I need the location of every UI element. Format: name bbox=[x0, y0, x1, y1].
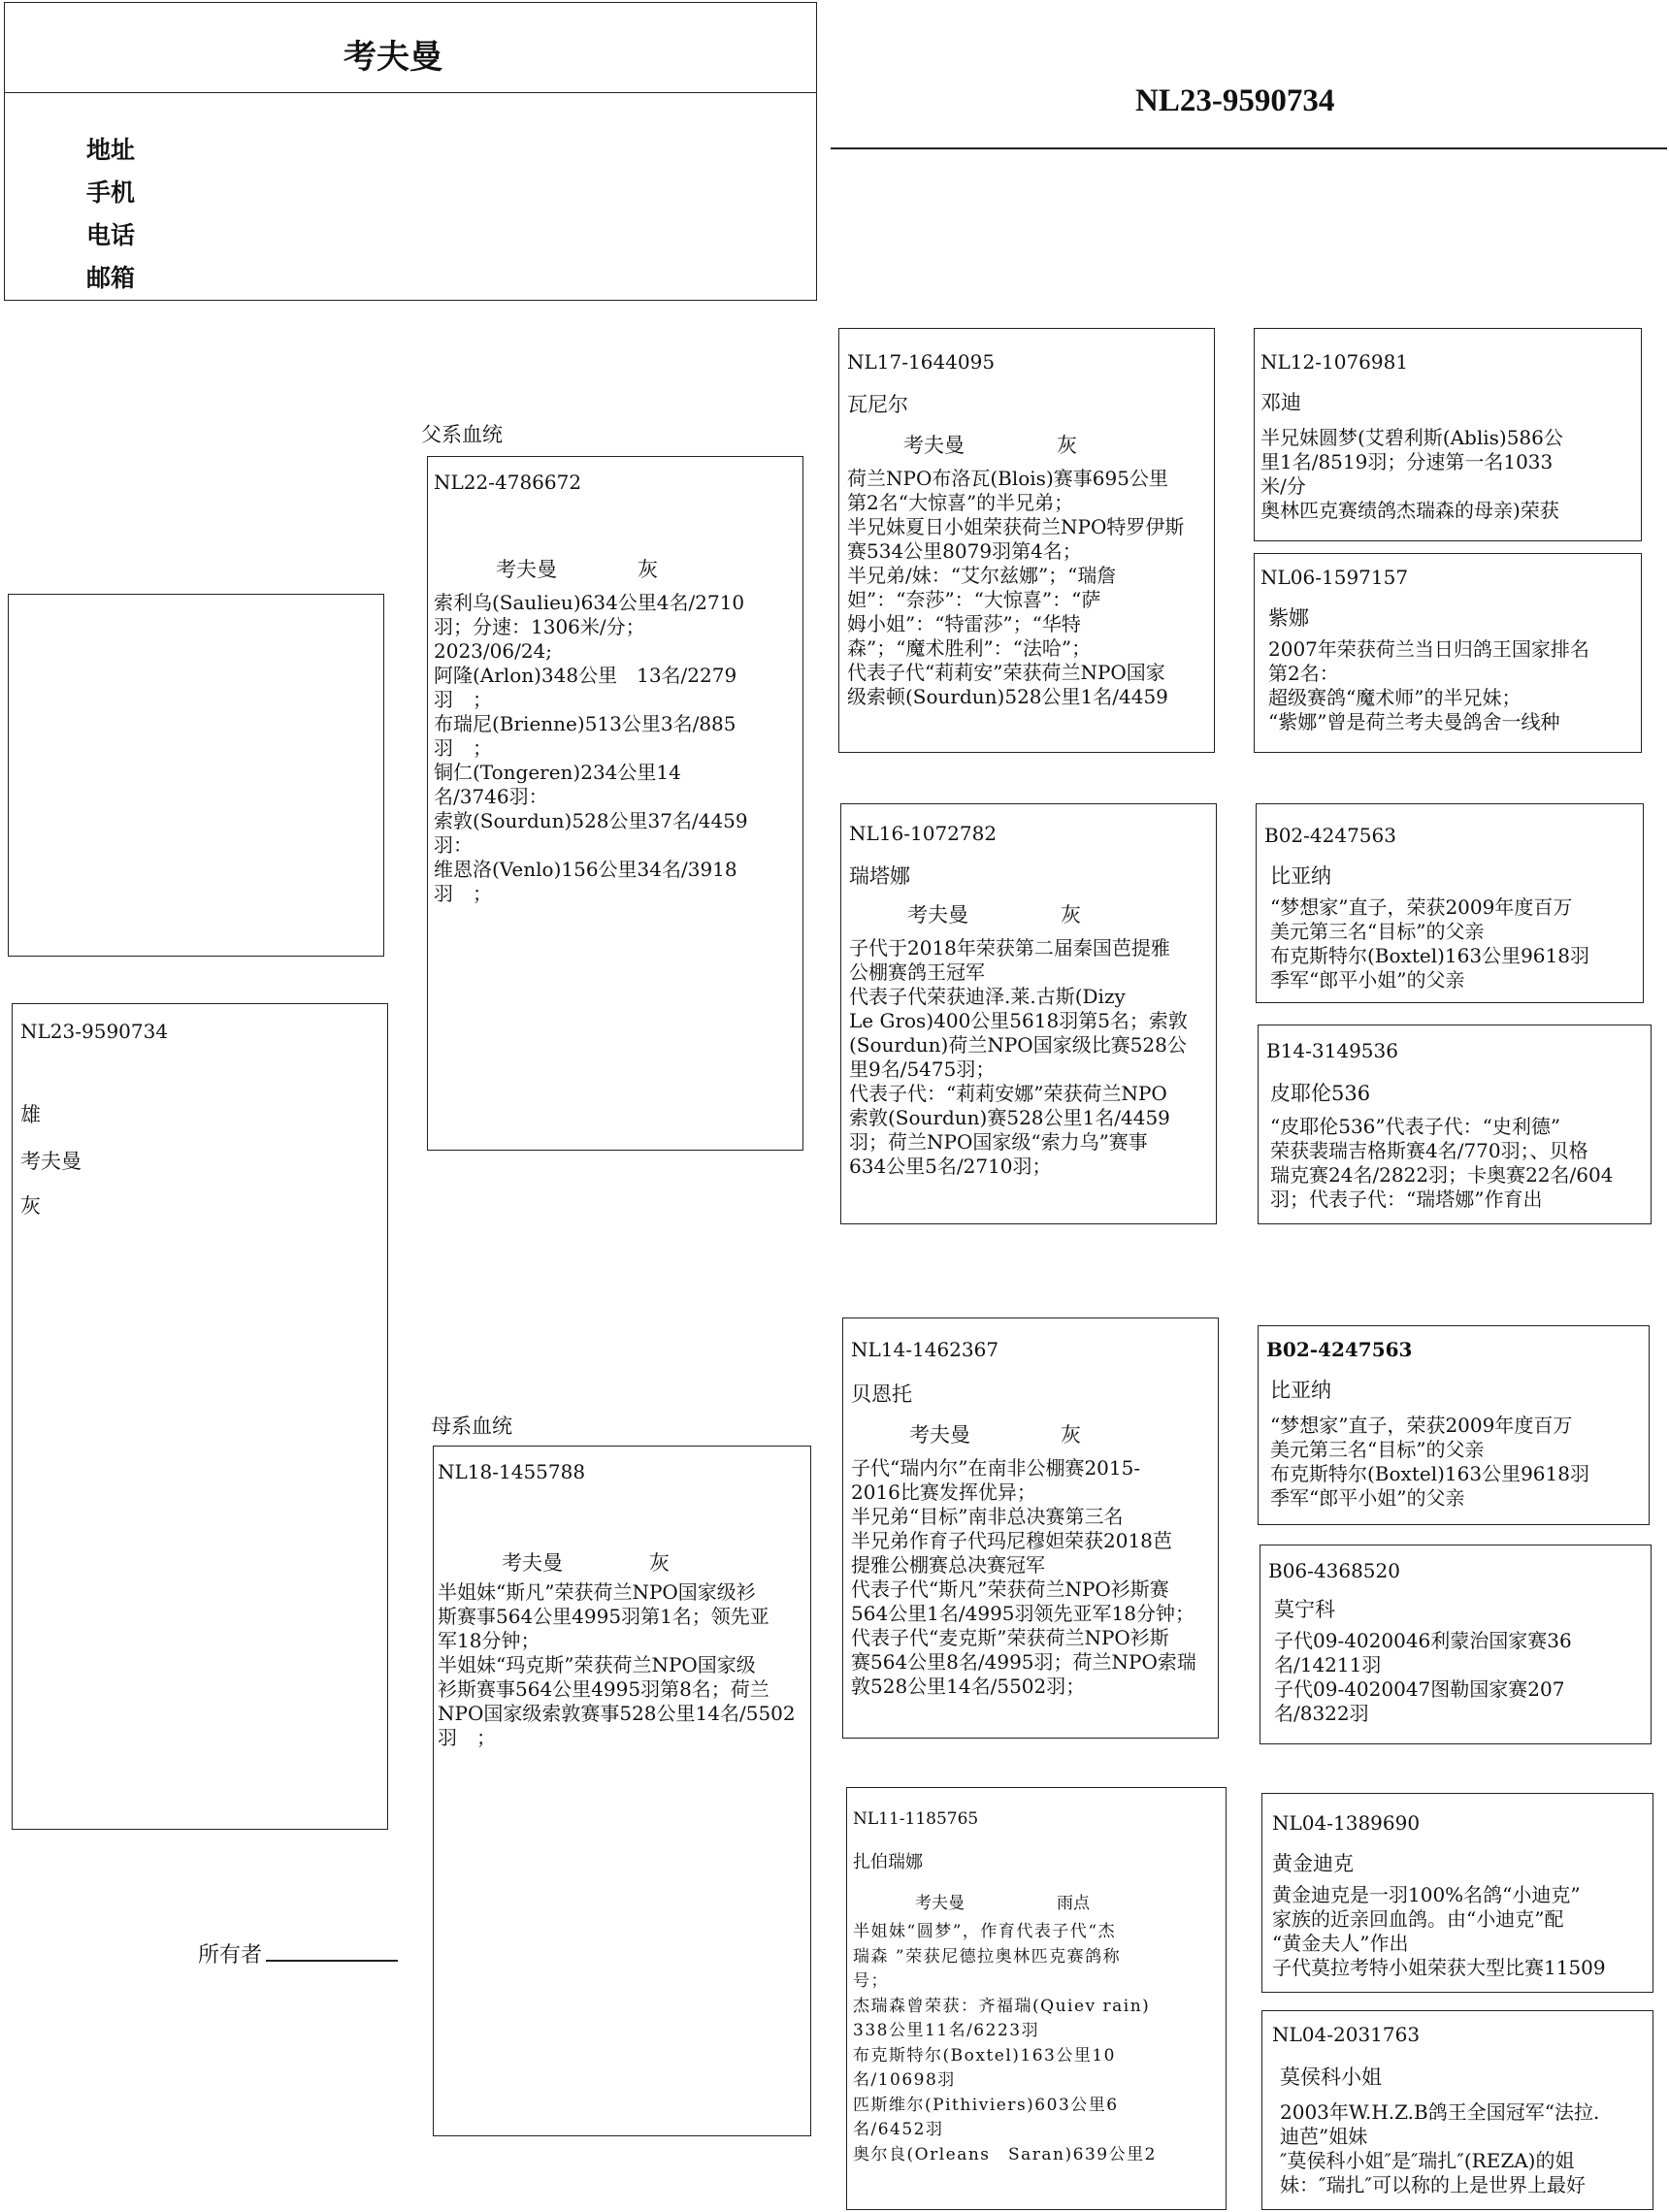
dsd-note: 子代09-4020046利蒙治国家赛36 bbox=[1274, 1629, 1572, 1652]
sd-color: 灰 bbox=[1061, 903, 1081, 927]
dd-color: 雨点 bbox=[1057, 1894, 1090, 1913]
dsd-note: 名/14211羽 bbox=[1274, 1653, 1382, 1676]
dd-note: 杰瑞森曾荣获：齐福瑞(Quiev rain) bbox=[853, 1996, 1151, 2016]
dam-note: 军18分钟； bbox=[438, 1629, 540, 1652]
sds-note: 美元第三名“目标”的父亲 bbox=[1270, 920, 1485, 943]
dd-note: 半姐妹“圆梦”，作育代表子代“杰 bbox=[853, 1922, 1117, 1941]
ss-note: 代表子代“莉莉安”荣获荷兰NPO国家 bbox=[847, 661, 1165, 684]
ds-ring: NL14-1462367 bbox=[851, 1338, 999, 1361]
sire-section-label: 父系血统 bbox=[421, 423, 503, 446]
dss-note: 季军“郎平小姐”的父亲 bbox=[1270, 1486, 1465, 1510]
ddd-name: 莫侯科小姐 bbox=[1280, 2066, 1382, 2089]
owner-title-row bbox=[5, 3, 816, 93]
sds-notes bbox=[1270, 895, 1589, 992]
dam-section-label: 母系血统 bbox=[431, 1415, 512, 1438]
ds-notes bbox=[851, 1456, 1196, 1699]
sds-name: 比亚纳 bbox=[1270, 864, 1331, 888]
ds-note: 2016比赛发挥优异； bbox=[851, 1480, 1036, 1504]
ssd-note: “紫娜”曾是荷兰考夫曼鸽舍一线种 bbox=[1268, 710, 1560, 733]
header-ring-number: NL23-9590734 bbox=[1135, 83, 1335, 118]
dam-note: 半姐妹“斯凡”荣获荷兰NPO国家级衫 bbox=[438, 1580, 756, 1604]
header-rule bbox=[831, 147, 1667, 149]
ds-color: 灰 bbox=[1061, 1423, 1081, 1447]
dsd-name: 莫宁科 bbox=[1274, 1598, 1335, 1621]
subject-strain: 考夫曼 bbox=[20, 1150, 82, 1173]
sdd-note: 瑞克赛24名/2822羽；卡奥赛22名/604 bbox=[1270, 1163, 1614, 1187]
sdd-ring: B14-3149536 bbox=[1266, 1039, 1398, 1062]
sire-note: 索利乌(Saulieu)634公里4名/2710 bbox=[434, 591, 745, 614]
dam-note: 半姐妹“玛克斯”荣获荷兰NPO国家级 bbox=[438, 1653, 756, 1676]
sire-note: 铜仁(Tongeren)234公里14 bbox=[434, 761, 681, 784]
sire-color: 灰 bbox=[638, 558, 658, 581]
ss-strain: 考夫曼 bbox=[903, 434, 965, 457]
dd-notes bbox=[853, 1920, 1157, 2167]
ss-note: 半兄妹夏日小姐荣获荷兰NPO特罗伊斯 bbox=[847, 515, 1185, 538]
dss-card bbox=[1258, 1325, 1650, 1525]
owner-title: 考夫曼 bbox=[344, 38, 442, 77]
ss-note: 姆小姐”：“特雷莎”；“华特 bbox=[847, 612, 1081, 635]
sire-note: 阿隆(Arlon)348公里 13名/2279 bbox=[434, 664, 737, 687]
sire-note: 布瑞尼(Brienne)513公里3名/885 bbox=[434, 712, 736, 735]
sire-card bbox=[427, 456, 803, 1151]
sire-note: 索敦(Sourdun)528公里37名/4459 bbox=[434, 809, 748, 832]
sds-ring: B02-4247563 bbox=[1264, 824, 1396, 847]
ds-note: 子代“瑞内尔”在南非公棚赛2015- bbox=[851, 1456, 1141, 1480]
dam-note: 羽 ； bbox=[438, 1726, 496, 1749]
sds-note: “梦想家”直子，荣获2009年度百万 bbox=[1270, 895, 1573, 919]
ds-note: 半兄弟作育子代玛尼穆妲荣获2018芭 bbox=[851, 1529, 1172, 1552]
sd-note: 子代于2018年荣获第二届秦国芭提雅 bbox=[849, 936, 1170, 960]
dam-dam-card bbox=[846, 1787, 1227, 2210]
ds-note: 代表子代“斯凡”荣获荷兰NPO衫斯赛 bbox=[851, 1578, 1169, 1601]
ss-note: 半兄弟/妹：“艾尔兹娜”；“瑞詹 bbox=[847, 564, 1117, 587]
dd-note: 338公里11名/6223羽 bbox=[853, 2021, 1040, 2040]
dam-color: 灰 bbox=[649, 1551, 670, 1575]
sire-note: 羽；分速：1306米/分； bbox=[434, 615, 645, 638]
ssd-note: 超级赛鸽“魔术师”的半兄妹； bbox=[1268, 686, 1522, 709]
ds-note: 半兄弟“目标”南非总决赛第三名 bbox=[851, 1505, 1124, 1528]
subject-sex: 雄 bbox=[20, 1103, 41, 1126]
owner-underline bbox=[266, 1960, 398, 1962]
dss-name: 比亚纳 bbox=[1270, 1379, 1331, 1402]
sire-sire-card bbox=[838, 328, 1215, 753]
dam-strain: 考夫曼 bbox=[502, 1551, 563, 1575]
ddd-card bbox=[1261, 2010, 1653, 2210]
ssd-note: 2007年荣获荷兰当日归鸽王国家排名 bbox=[1268, 637, 1589, 661]
sdd-notes bbox=[1270, 1115, 1613, 1212]
phone-label: 电话 bbox=[86, 221, 136, 249]
dsd-notes bbox=[1274, 1629, 1572, 1726]
sdd-card bbox=[1258, 1025, 1652, 1224]
dd-name: 扎伯瑞娜 bbox=[853, 1852, 923, 1872]
sd-note: 634公里5名/2710羽； bbox=[849, 1155, 1052, 1178]
dsd-note: 子代09-4020047图勒国家赛207 bbox=[1274, 1677, 1565, 1701]
dd-note: 名/10698羽 bbox=[853, 2070, 956, 2090]
sire-note: 维恩洛(Venlo)156公里34名/3918 bbox=[434, 858, 737, 881]
sds-note: 布克斯特尔(Boxtel)163公里9618羽 bbox=[1270, 944, 1589, 967]
ds-note: 564公里1名/4995羽领先亚军18分钟； bbox=[851, 1602, 1194, 1625]
sd-note: 羽；荷兰NPO国家级“索力乌”赛事 bbox=[849, 1130, 1148, 1154]
dd-ring: NL11-1185765 bbox=[853, 1809, 979, 1829]
ss-ring: NL17-1644095 bbox=[847, 350, 996, 374]
sd-note: 代表子代荣获迪泽.莱.古斯(Dizy bbox=[849, 985, 1126, 1008]
dd-note: 匹斯维尔(Pithiviers)603公里6 bbox=[853, 2095, 1119, 2115]
dd-note: 号； bbox=[853, 1971, 889, 1991]
dds-name: 黄金迪克 bbox=[1272, 1852, 1354, 1875]
subject-card bbox=[12, 1003, 388, 1830]
dam-ring: NL18-1455788 bbox=[438, 1460, 586, 1483]
sire-note: 羽 ； bbox=[434, 882, 492, 905]
ddd-note: 迪芭”姐妹 bbox=[1280, 2125, 1368, 2148]
photo-frame bbox=[8, 594, 384, 957]
ds-note: 敦528公里14名/5502羽； bbox=[851, 1675, 1086, 1698]
sd-note: (Sourdun)荷兰NPO国家级比赛528公 bbox=[849, 1033, 1187, 1057]
ddd-note: 妹：″瑞扎″可以称的上是世界上最好 bbox=[1280, 2173, 1586, 2196]
subject-color: 灰 bbox=[20, 1194, 41, 1218]
dam-note: NPO国家级索敦赛事528公里14名/5502 bbox=[438, 1702, 796, 1725]
dds-card bbox=[1261, 1793, 1653, 1993]
sire-note: 2023/06/24; bbox=[434, 639, 553, 663]
sdd-name: 皮耶伦536 bbox=[1270, 1082, 1371, 1105]
dss-note: 布克斯特尔(Boxtel)163公里9618羽 bbox=[1270, 1462, 1589, 1485]
dsd-card bbox=[1260, 1545, 1652, 1744]
sss-note: 里1名/8519羽；分速第一名1033 bbox=[1260, 450, 1554, 473]
ssd-notes bbox=[1268, 637, 1589, 734]
ss-note: 荷兰NPO布洛瓦(Blois)赛事695公里 bbox=[847, 467, 1168, 490]
ss-note: 第2名“大惊喜”的半兄弟； bbox=[847, 491, 1074, 514]
ds-strain: 考夫曼 bbox=[909, 1423, 970, 1447]
sd-name: 瑞塔娜 bbox=[849, 864, 910, 888]
ss-color: 灰 bbox=[1057, 434, 1077, 457]
ddd-ring: NL04-2031763 bbox=[1272, 2023, 1421, 2046]
ds-note: 代表子代“麦克斯”荣获荷兰NPO衫斯 bbox=[851, 1626, 1169, 1649]
dds-note: 子代莫拉考特小姐荣获大型比赛11509 bbox=[1272, 1956, 1606, 1979]
dds-ring: NL04-1389690 bbox=[1272, 1811, 1421, 1835]
sd-ring: NL16-1072782 bbox=[849, 822, 998, 845]
owner-label: 所有者 bbox=[198, 1943, 263, 1968]
dam-note: 斯赛事564公里4995羽第1名；领先亚 bbox=[438, 1605, 769, 1628]
sire-dam-card bbox=[840, 803, 1217, 1224]
ssd-ring: NL06-1597157 bbox=[1260, 566, 1409, 589]
sds-card bbox=[1256, 803, 1644, 1003]
dam-note: 衫斯赛事564公里4995羽第8名；荷兰 bbox=[438, 1677, 769, 1701]
ss-note: 级索顿(Sourdun)528公里1名/4459 bbox=[847, 685, 1168, 708]
ss-note: 妲”：“奈莎”：“大惊喜”：“萨 bbox=[847, 588, 1101, 611]
ddd-notes bbox=[1280, 2100, 1599, 2197]
ss-note: 森”；“魔术胜利”：“法哈”； bbox=[847, 636, 1092, 660]
sd-note: 代表子代：“莉莉安娜”荣获荷兰NPO bbox=[849, 1082, 1167, 1105]
dds-note: “黄金夫人”作出 bbox=[1272, 1932, 1409, 1955]
sire-notes bbox=[434, 591, 748, 906]
dsd-note: 名/8322羽 bbox=[1274, 1702, 1369, 1725]
sss-card bbox=[1254, 328, 1642, 541]
sire-note: 名/3746羽： bbox=[434, 785, 548, 808]
ds-note: 赛564公里8名/4995羽；荷兰NPO索瑞 bbox=[851, 1650, 1196, 1674]
sd-notes bbox=[849, 936, 1188, 1179]
sd-strain: 考夫曼 bbox=[907, 903, 968, 927]
sss-note: 米/分 bbox=[1260, 474, 1306, 498]
dss-note: “梦想家”直子，荣获2009年度百万 bbox=[1270, 1414, 1573, 1437]
ssd-note: 第2名： bbox=[1268, 662, 1339, 685]
dd-strain: 考夫曼 bbox=[915, 1894, 965, 1913]
sss-ring: NL12-1076981 bbox=[1260, 350, 1409, 374]
subject-ring: NL23-9590734 bbox=[20, 1020, 169, 1043]
sire-note: 羽： bbox=[434, 833, 473, 857]
sire-strain: 考夫曼 bbox=[496, 558, 557, 581]
sire-note: 羽 ； bbox=[434, 688, 492, 711]
sdd-note: 羽；代表子代：“瑞塔娜”作育出 bbox=[1270, 1187, 1543, 1211]
dd-note: 瑞森 ”荣获尼德拉奥林匹克赛鸽称 bbox=[853, 1946, 1122, 1967]
ds-name: 贝恩托 bbox=[851, 1382, 912, 1406]
dsd-ring: B06-4368520 bbox=[1268, 1559, 1400, 1582]
owner-header-box bbox=[4, 2, 817, 301]
sss-notes bbox=[1260, 426, 1563, 523]
dd-note: 名/6452羽 bbox=[853, 2120, 944, 2139]
dds-notes bbox=[1272, 1883, 1606, 1980]
dd-note: 布克斯特尔(Boxtel)163公里10 bbox=[853, 2045, 1116, 2066]
sdd-note: 荣获裴瑞吉格斯赛4名/770羽；、贝格 bbox=[1270, 1139, 1588, 1162]
ssd-card bbox=[1254, 553, 1642, 753]
sire-ring: NL22-4786672 bbox=[434, 471, 582, 494]
sss-note: 半兄妹圆梦(艾碧利斯(Ablis)586公 bbox=[1260, 426, 1563, 449]
dds-note: 家族的近亲回血鸽。由“小迪克”配 bbox=[1272, 1907, 1564, 1931]
dds-note: 黄金迪克是一羽100%名鸽“小迪克” bbox=[1272, 1883, 1581, 1906]
ss-notes bbox=[847, 467, 1184, 709]
sss-name: 邓迪 bbox=[1260, 391, 1301, 414]
sss-note: 奥林匹克赛绩鸽杰瑞森的母亲)荣获 bbox=[1260, 499, 1559, 522]
ss-note: 赛534公里8079羽第4名； bbox=[847, 539, 1082, 563]
sds-note: 季军“郎平小姐”的父亲 bbox=[1270, 968, 1465, 992]
sdd-note: “皮耶伦536”代表子代：“史利德” bbox=[1270, 1115, 1561, 1138]
sd-note: 公棚赛鸽王冠军 bbox=[849, 960, 985, 984]
email-label: 邮箱 bbox=[86, 264, 136, 292]
dss-note: 美元第三名“目标”的父亲 bbox=[1270, 1438, 1485, 1461]
ddd-note: ″莫侯科小姐″是″瑞扎″(REZA)的姐 bbox=[1280, 2149, 1575, 2172]
sd-note: 里9名/5475羽； bbox=[849, 1057, 996, 1081]
mobile-label: 手机 bbox=[86, 179, 136, 207]
sire-note: 羽 ； bbox=[434, 736, 492, 760]
dam-sire-card bbox=[842, 1317, 1219, 1739]
ss-name: 瓦尼尔 bbox=[847, 393, 908, 416]
dam-notes bbox=[438, 1580, 796, 1750]
ds-note: 提雅公棚赛总决赛冠军 bbox=[851, 1553, 1045, 1577]
dss-notes bbox=[1270, 1414, 1589, 1511]
dd-note: 奥尔良(Orleans Saran)639公里2 bbox=[853, 2144, 1157, 2164]
sd-note: Le Gros)400公里5618羽第5名；索敦 bbox=[849, 1009, 1188, 1032]
ddd-note: 2003年W.H.Z.B鸽王全国冠军“法拉. bbox=[1280, 2100, 1600, 2124]
address-label: 地址 bbox=[86, 136, 136, 164]
dam-card bbox=[433, 1446, 811, 2136]
ssd-name: 紫娜 bbox=[1268, 606, 1309, 630]
dss-ring: B02-4247563 bbox=[1266, 1338, 1413, 1361]
sd-note: 索敦(Sourdun)赛528公里1名/4459 bbox=[849, 1106, 1170, 1129]
